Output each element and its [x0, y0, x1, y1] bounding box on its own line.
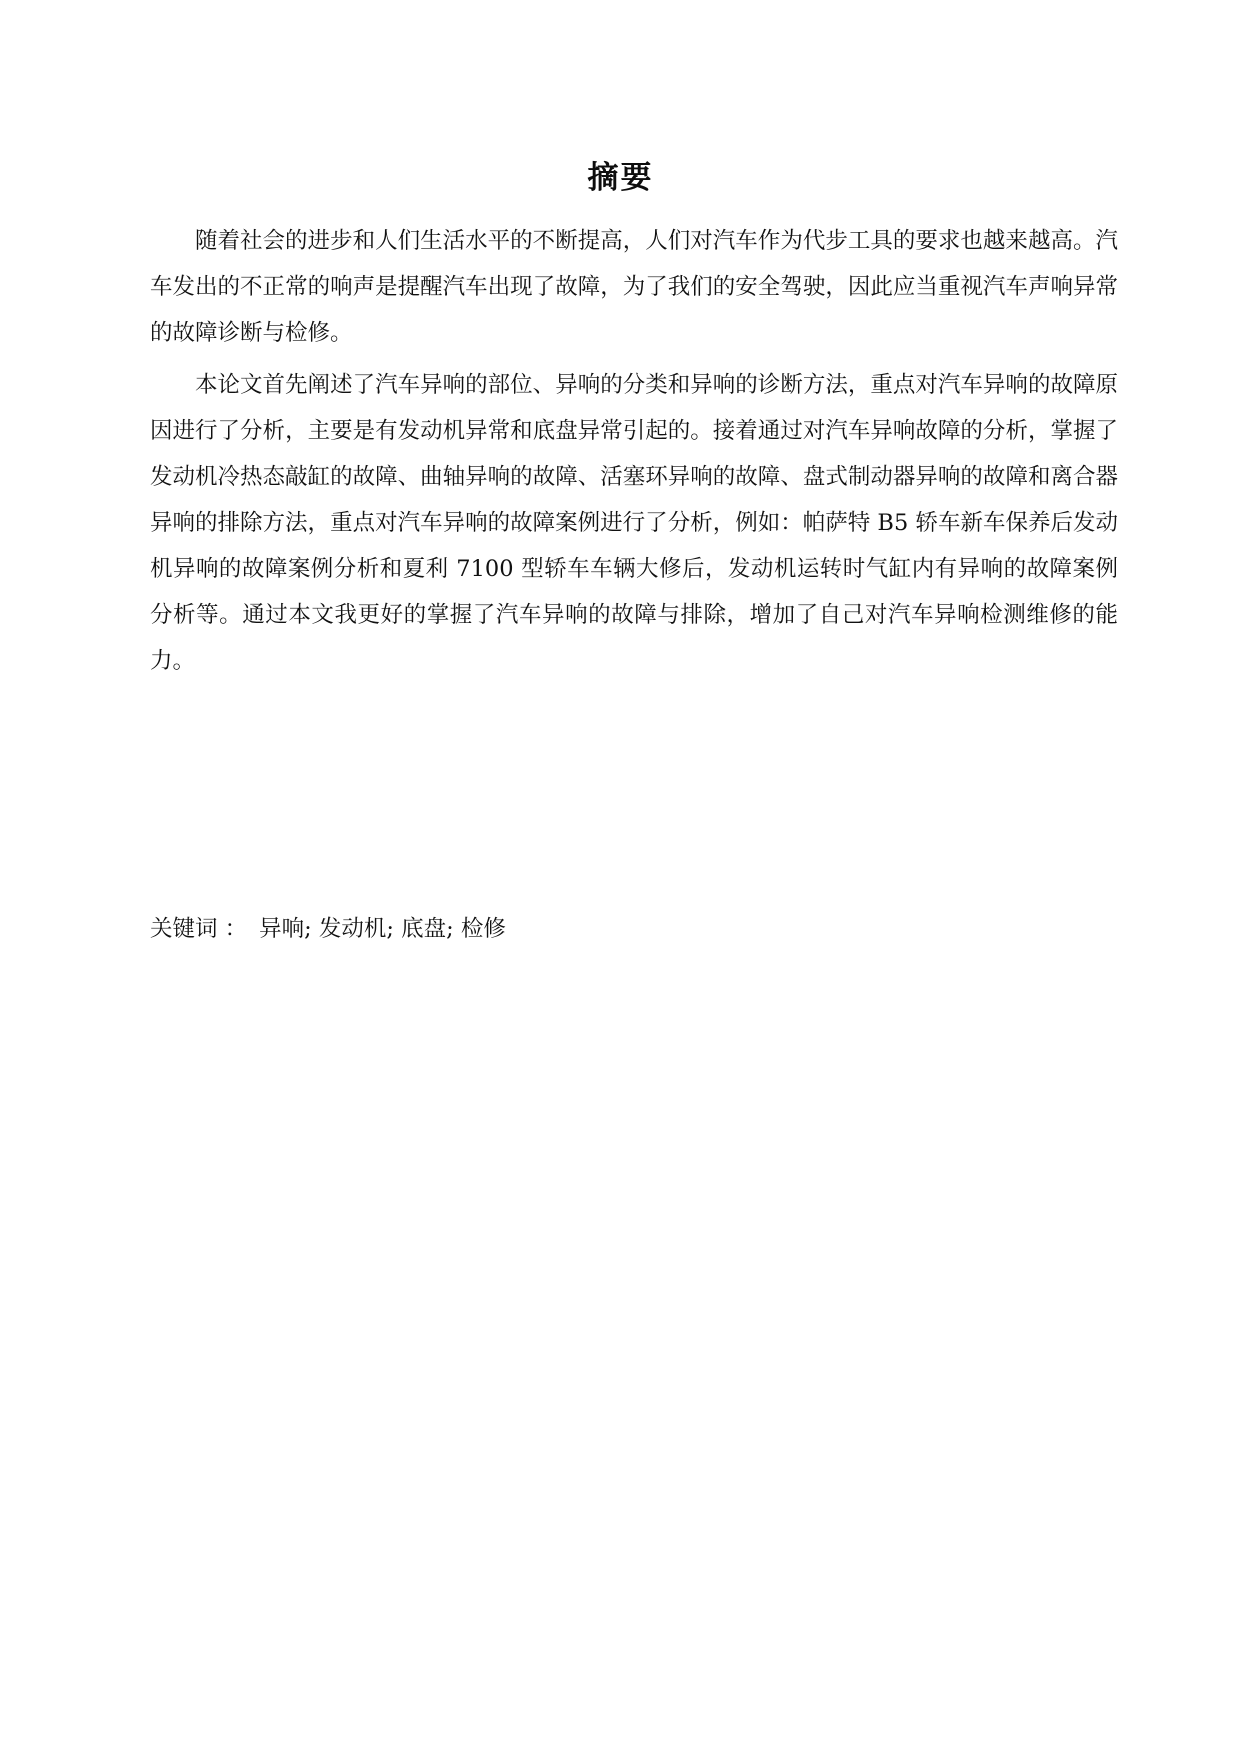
keywords-value: 异响; 发动机; 底盘; 检修	[259, 916, 506, 942]
abstract-paragraph-1: 随着社会的进步和人们生活水平的不断提高，人们对汽车作为代步工具的要求也越来越高。汽车发出的不正常的响声是提醒汽车出现了故障，为了我们的安全驾驶，因此应当重视汽车声响异常的故障诊断与检修。	[150, 228, 1118, 346]
keywords-label: 关键词 ：	[150, 916, 248, 942]
abstract-paragraph-2: 本论文首先阐述了汽车异响的部位、异响的分类和异响的诊断方法，重点对汽车异响的故障原因进行了分析，主要是有发动机异常和底盘异常引起的。接着通过对汽车异响故障的分析，掌握了发动机冷热态敲缸的故障、曲轴异响的故障、活塞环异响的故障、盘式制动器异响的故障和离合器异响的排除方法，重点对汽车异响的故障案例进行了分析，例如：帕萨特 B5 轿车新车保养后发动机异响的故障案例分析和夏利 7100 型轿车车辆大修后，发动机运转时气缸内有异响的故障案例分析等。通过本文我更好的掌握了汽车异响的故障与排除，增加了自己对汽车异响检测维修的能力。	[150, 372, 1118, 674]
keywords-line	[150, 906, 1118, 952]
page-title: 摘要	[587, 160, 654, 196]
abstract-body	[150, 218, 1118, 690]
